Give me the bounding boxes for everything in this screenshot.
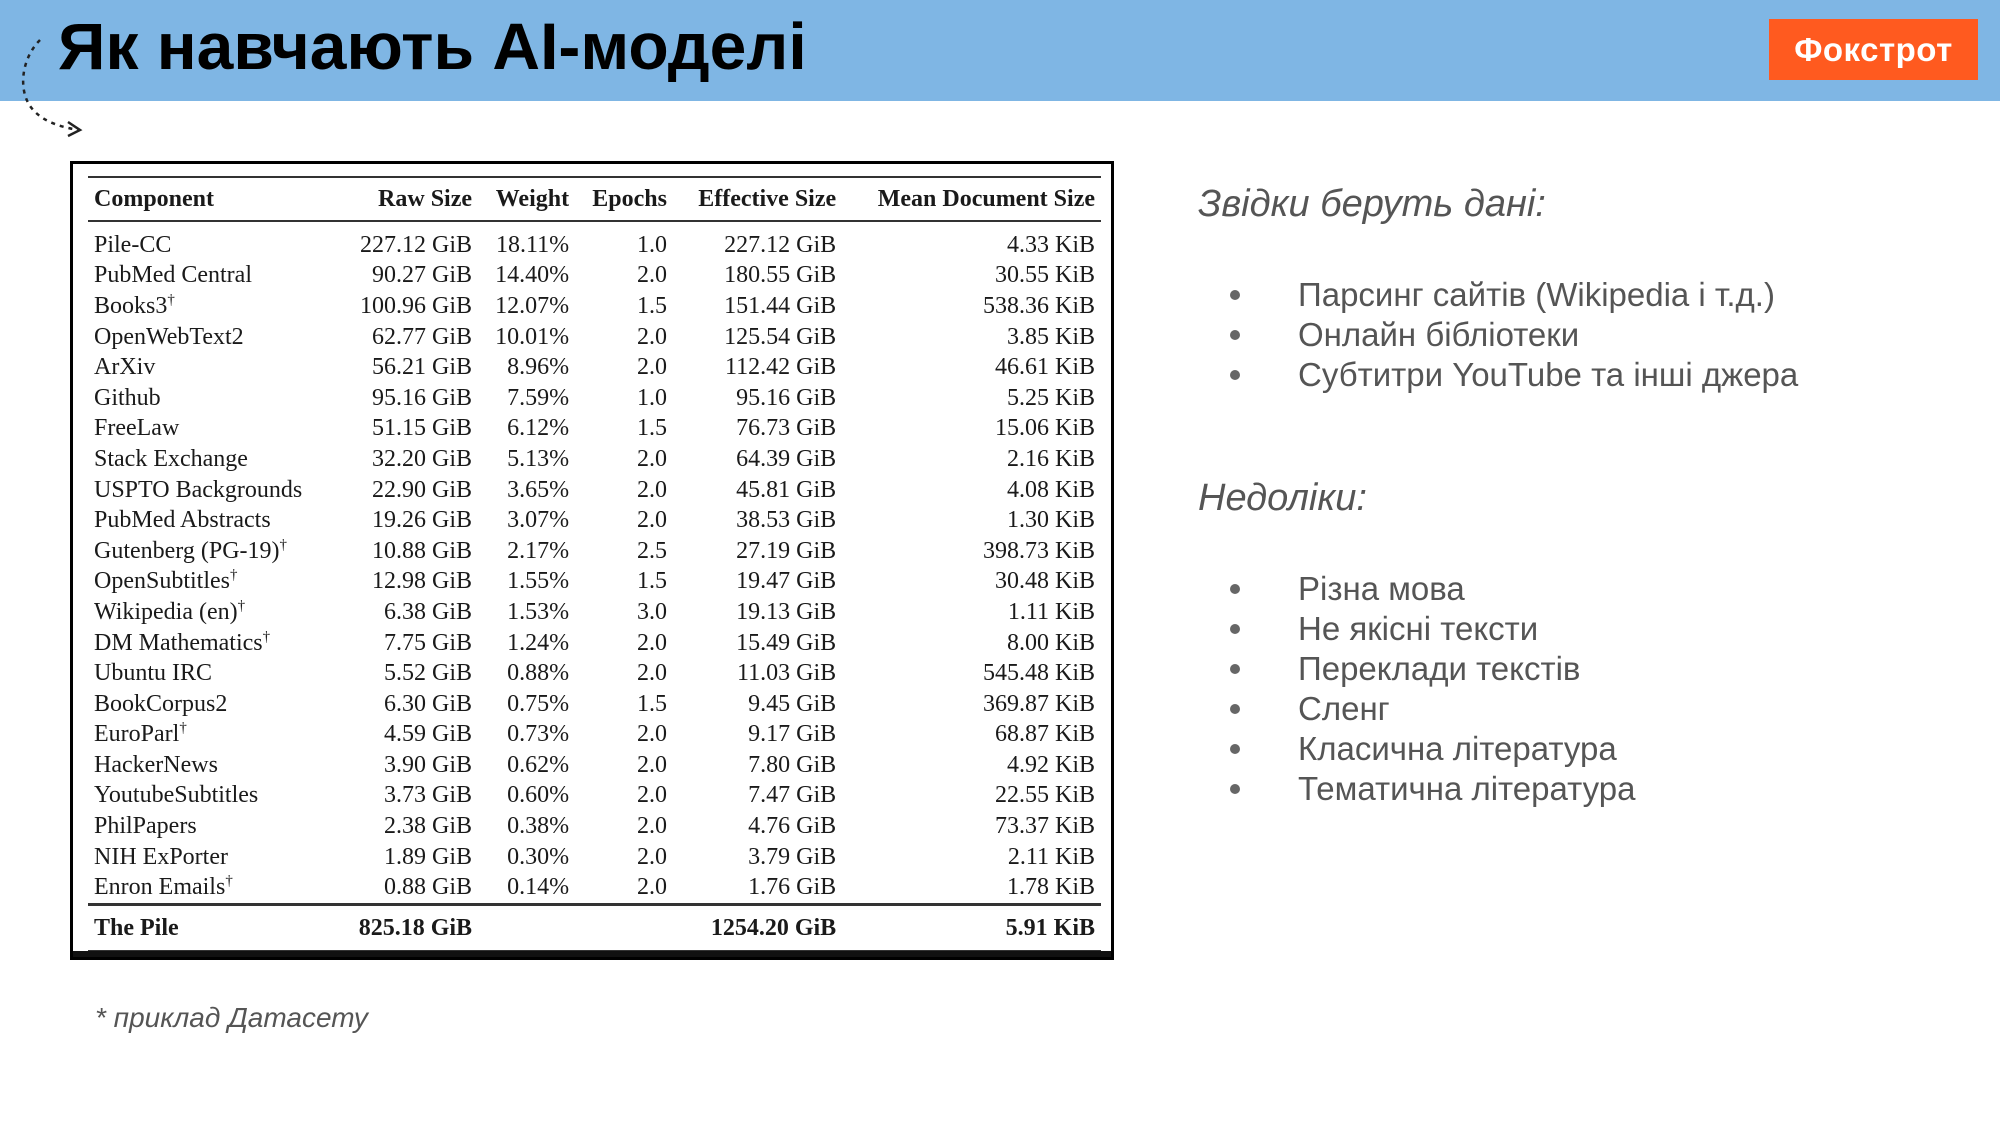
bullet-dot-icon bbox=[1230, 704, 1240, 714]
component-name bbox=[88, 383, 337, 414]
bullet-dot-icon bbox=[1230, 330, 1240, 340]
table-row bbox=[88, 842, 1101, 873]
component-name bbox=[88, 414, 337, 445]
brand-logo-text: Фокстрот bbox=[1794, 30, 1953, 68]
cell-epochs: 2.0 bbox=[636, 751, 667, 778]
cell-effective-size: 76.73 GiB bbox=[736, 415, 837, 442]
cell-weight: 0.73% bbox=[507, 721, 570, 748]
component-name-text: ArXiv bbox=[94, 354, 156, 381]
cell-mean-document-size: 3.85 KiB bbox=[1006, 323, 1095, 350]
cell-epochs: 2.0 bbox=[636, 445, 667, 472]
total-mean-document-size: 5.91 KiB bbox=[842, 905, 1101, 952]
component-name bbox=[88, 505, 337, 536]
cell-weight: 3.07% bbox=[507, 507, 570, 534]
dagger-mark: † bbox=[179, 720, 187, 737]
table-row bbox=[88, 291, 1101, 322]
bullet-item bbox=[1230, 689, 1635, 729]
footnote: * приклад Датасету bbox=[95, 1002, 368, 1033]
total-raw-size: 825.18 GiB bbox=[337, 905, 478, 952]
component-name bbox=[88, 811, 337, 842]
cell-weight: 1.24% bbox=[507, 629, 570, 656]
cell-epochs: 1.5 bbox=[636, 292, 667, 319]
bullet-dot-icon bbox=[1230, 290, 1240, 300]
bullet-dot-icon bbox=[1230, 584, 1240, 594]
component-name-text: DM Mathematics bbox=[94, 629, 263, 656]
cell-weight: 14.40% bbox=[495, 262, 570, 289]
cell-epochs: 2.0 bbox=[636, 813, 667, 840]
component-name-text: PubMed Central bbox=[94, 262, 252, 289]
cell-mean-document-size: 4.92 KiB bbox=[1006, 751, 1095, 778]
cell-raw-size: 32.20 GiB bbox=[372, 445, 473, 472]
bullet-dot-icon bbox=[1230, 624, 1240, 634]
table-row bbox=[88, 383, 1101, 414]
cell-mean-document-size: 538.36 KiB bbox=[982, 292, 1095, 319]
cell-mean-document-size: 1.11 KiB bbox=[1007, 598, 1095, 625]
cell-effective-size: 3.79 GiB bbox=[748, 843, 837, 870]
bullet-text: Класична література bbox=[1298, 730, 1617, 767]
cell-effective-size: 27.19 GiB bbox=[736, 537, 837, 564]
cell-raw-size: 1.89 GiB bbox=[384, 843, 473, 870]
sources-heading: Звідки беруть дані: bbox=[1198, 183, 1546, 225]
table-row bbox=[88, 781, 1101, 812]
cell-weight: 0.30% bbox=[507, 843, 570, 870]
cell-epochs: 1.0 bbox=[636, 384, 667, 411]
cell-raw-size: 3.90 GiB bbox=[384, 751, 473, 778]
cell-raw-size: 4.59 GiB bbox=[384, 721, 473, 748]
component-name bbox=[88, 352, 337, 383]
cell-epochs: 2.0 bbox=[636, 262, 667, 289]
total-weight bbox=[478, 905, 575, 952]
cell-raw-size: 10.88 GiB bbox=[372, 537, 473, 564]
component-name-text: PhilPapers bbox=[94, 813, 197, 840]
cell-effective-size: 180.55 GiB bbox=[724, 262, 837, 289]
table-row bbox=[88, 261, 1101, 292]
component-name bbox=[88, 658, 337, 689]
cell-effective-size: 38.53 GiB bbox=[736, 507, 837, 534]
cell-epochs: 1.5 bbox=[636, 568, 667, 595]
table-row bbox=[88, 444, 1101, 475]
component-name-text: OpenWebText2 bbox=[94, 323, 244, 350]
cell-epochs: 2.0 bbox=[636, 782, 667, 809]
cell-weight: 0.38% bbox=[507, 813, 570, 840]
cell-effective-size: 151.44 GiB bbox=[724, 292, 837, 319]
cell-effective-size: 9.17 GiB bbox=[748, 721, 837, 748]
bullet-dot-icon bbox=[1230, 744, 1240, 754]
cell-effective-size: 1.76 GiB bbox=[748, 874, 837, 901]
bullet-item bbox=[1230, 569, 1635, 609]
cell-weight: 2.17% bbox=[507, 537, 570, 564]
cell-epochs: 2.0 bbox=[636, 354, 667, 381]
drawbacks-list bbox=[1230, 569, 1635, 809]
bullet-item bbox=[1230, 275, 1798, 315]
component-name bbox=[88, 597, 337, 628]
cell-raw-size: 12.98 GiB bbox=[372, 568, 473, 595]
component-name bbox=[88, 291, 337, 322]
cell-mean-document-size: 30.48 KiB bbox=[994, 568, 1095, 595]
cell-weight: 0.88% bbox=[507, 660, 570, 687]
table-row bbox=[88, 567, 1101, 598]
cell-weight: 5.13% bbox=[507, 445, 570, 472]
bullet-item bbox=[1230, 609, 1635, 649]
cell-raw-size: 227.12 GiB bbox=[360, 231, 473, 258]
cell-mean-document-size: 4.33 KiB bbox=[1006, 231, 1095, 258]
cell-mean-document-size: 2.11 KiB bbox=[1007, 843, 1095, 870]
column-header-component: Component bbox=[88, 177, 337, 221]
cell-weight: 0.62% bbox=[507, 751, 570, 778]
cell-weight: 6.12% bbox=[507, 415, 570, 442]
cell-raw-size: 3.73 GiB bbox=[384, 782, 473, 809]
component-name bbox=[88, 475, 337, 506]
dataset-table-image bbox=[70, 161, 1114, 960]
bullet-text: Різна мова bbox=[1298, 570, 1465, 607]
cell-weight: 0.14% bbox=[507, 874, 570, 901]
component-name bbox=[88, 628, 337, 659]
component-name bbox=[88, 750, 337, 781]
brand-logo bbox=[1769, 19, 1978, 80]
dataset-table bbox=[88, 176, 1101, 953]
cell-mean-document-size: 46.61 KiB bbox=[994, 354, 1095, 381]
drawbacks-heading: Недоліки: bbox=[1198, 477, 1367, 519]
component-name-text: Pile-CC bbox=[94, 231, 172, 258]
cell-effective-size: 7.47 GiB bbox=[748, 782, 837, 809]
cell-raw-size: 2.38 GiB bbox=[384, 813, 473, 840]
cell-effective-size: 95.16 GiB bbox=[736, 384, 837, 411]
bullet-text: Не якісні тексти bbox=[1298, 610, 1539, 647]
cell-mean-document-size: 369.87 KiB bbox=[982, 690, 1095, 717]
column-header-mean-document-size: Mean Document Size bbox=[842, 177, 1101, 221]
dagger-mark: † bbox=[230, 567, 238, 584]
cell-raw-size: 100.96 GiB bbox=[360, 292, 473, 319]
cell-mean-document-size: 5.25 KiB bbox=[1006, 384, 1095, 411]
component-name bbox=[88, 221, 337, 261]
cell-raw-size: 0.88 GiB bbox=[384, 874, 473, 901]
bullet-text: Сленг bbox=[1298, 690, 1390, 727]
table-row bbox=[88, 322, 1101, 353]
cell-mean-document-size: 1.30 KiB bbox=[1006, 507, 1095, 534]
cell-mean-document-size: 15.06 KiB bbox=[994, 415, 1095, 442]
dagger-mark: † bbox=[237, 597, 246, 614]
bullet-dot-icon bbox=[1230, 370, 1240, 380]
component-name-text: USPTO Backgrounds bbox=[94, 476, 303, 503]
cell-raw-size: 6.38 GiB bbox=[384, 598, 473, 625]
dagger-mark: † bbox=[225, 873, 233, 890]
cell-effective-size: 19.47 GiB bbox=[736, 568, 837, 595]
table-row bbox=[88, 221, 1101, 261]
cell-weight: 18.11% bbox=[495, 231, 570, 258]
component-name bbox=[88, 842, 337, 873]
dagger-mark: † bbox=[279, 536, 288, 553]
cell-epochs: 1.5 bbox=[636, 415, 667, 442]
cell-mean-document-size: 545.48 KiB bbox=[982, 660, 1095, 687]
cell-effective-size: 112.42 GiB bbox=[725, 354, 837, 381]
cell-epochs: 2.0 bbox=[636, 323, 667, 350]
cell-epochs: 2.5 bbox=[636, 537, 667, 564]
cell-epochs: 2.0 bbox=[636, 874, 667, 901]
bullet-dot-icon bbox=[1230, 784, 1240, 794]
column-header-raw-size: Raw Size bbox=[337, 177, 478, 221]
table-row bbox=[88, 689, 1101, 720]
component-name bbox=[88, 781, 337, 812]
bullet-item bbox=[1230, 769, 1635, 809]
cell-weight: 12.07% bbox=[495, 292, 570, 319]
component-name-text: Enron Emails bbox=[94, 874, 226, 901]
bullet-item bbox=[1230, 315, 1798, 355]
cell-effective-size: 125.54 GiB bbox=[724, 323, 837, 350]
cell-weight: 3.65% bbox=[507, 476, 570, 503]
table-row bbox=[88, 811, 1101, 842]
cell-raw-size: 7.75 GiB bbox=[384, 629, 473, 656]
component-name bbox=[88, 720, 337, 751]
component-name bbox=[88, 689, 337, 720]
component-name-text: PubMed Abstracts bbox=[94, 507, 271, 534]
table-image-bottom-edge bbox=[73, 951, 1111, 957]
component-name-text: Stack Exchange bbox=[94, 445, 248, 472]
table-total-row bbox=[88, 905, 1101, 952]
cell-epochs: 2.0 bbox=[636, 843, 667, 870]
cell-effective-size: 227.12 GiB bbox=[724, 231, 837, 258]
component-name-text: Ubuntu IRC bbox=[94, 660, 213, 687]
cell-raw-size: 51.15 GiB bbox=[372, 415, 473, 442]
cell-effective-size: 4.76 GiB bbox=[748, 813, 837, 840]
table-row bbox=[88, 414, 1101, 445]
cell-raw-size: 5.52 GiB bbox=[384, 660, 473, 687]
cell-mean-document-size: 1.78 KiB bbox=[1006, 874, 1095, 901]
bullet-dot-icon bbox=[1230, 664, 1240, 674]
bullet-item bbox=[1230, 649, 1635, 689]
cell-epochs: 2.0 bbox=[636, 476, 667, 503]
table-row bbox=[88, 720, 1101, 751]
component-name bbox=[88, 261, 337, 292]
component-name-text: YoutubeSubtitles bbox=[94, 782, 259, 809]
cell-mean-document-size: 8.00 KiB bbox=[1006, 629, 1095, 656]
component-name bbox=[88, 536, 337, 567]
cell-epochs: 1.5 bbox=[636, 690, 667, 717]
curved-arrow-icon bbox=[18, 36, 88, 140]
component-name-text: Gutenberg (PG-19) bbox=[94, 537, 280, 564]
cell-effective-size: 15.49 GiB bbox=[736, 629, 837, 656]
cell-epochs: 1.0 bbox=[636, 231, 667, 258]
table-row bbox=[88, 658, 1101, 689]
dagger-mark: † bbox=[262, 628, 271, 645]
total-epochs bbox=[575, 905, 673, 952]
component-name-text: FreeLaw bbox=[94, 415, 180, 442]
total-name: The Pile bbox=[88, 905, 337, 952]
cell-weight: 0.60% bbox=[507, 782, 570, 809]
sources-list bbox=[1230, 275, 1798, 395]
component-name-text: Github bbox=[94, 384, 161, 411]
bullet-text: Переклади текстів bbox=[1298, 650, 1581, 687]
component-name-text: NIH ExPorter bbox=[94, 843, 228, 870]
bullet-text: Онлайн бібліотеки bbox=[1298, 316, 1580, 353]
component-name bbox=[88, 444, 337, 475]
cell-raw-size: 19.26 GiB bbox=[372, 507, 473, 534]
component-name-text: Books3 bbox=[94, 292, 168, 319]
table-row bbox=[88, 536, 1101, 567]
cell-effective-size: 7.80 GiB bbox=[748, 751, 837, 778]
cell-raw-size: 95.16 GiB bbox=[372, 384, 473, 411]
bullet-item bbox=[1230, 729, 1635, 769]
bullet-text: Субтитри YouTube та інші джера bbox=[1298, 356, 1799, 393]
table-row bbox=[88, 597, 1101, 628]
cell-epochs: 2.0 bbox=[636, 721, 667, 748]
cell-effective-size: 9.45 GiB bbox=[748, 690, 837, 717]
cell-mean-document-size: 68.87 KiB bbox=[994, 721, 1095, 748]
table-row bbox=[88, 628, 1101, 659]
column-header-effective-size: Effective Size bbox=[673, 177, 842, 221]
component-name-text: OpenSubtitles bbox=[94, 568, 230, 595]
cell-weight: 1.53% bbox=[507, 598, 570, 625]
cell-epochs: 2.0 bbox=[636, 629, 667, 656]
total-effective-size: 1254.20 GiB bbox=[673, 905, 842, 952]
cell-raw-size: 90.27 GiB bbox=[372, 262, 473, 289]
cell-raw-size: 6.30 GiB bbox=[384, 690, 473, 717]
table-row bbox=[88, 750, 1101, 781]
cell-weight: 0.75% bbox=[507, 690, 570, 717]
bullet-text: Парсинг сайтів (Wikipedia і т.д.) bbox=[1298, 276, 1775, 313]
bullet-text: Тематична література bbox=[1298, 770, 1636, 807]
cell-mean-document-size: 30.55 KiB bbox=[994, 262, 1095, 289]
cell-epochs: 2.0 bbox=[636, 507, 667, 534]
component-name-text: HackerNews bbox=[94, 751, 218, 778]
cell-weight: 7.59% bbox=[507, 384, 570, 411]
component-name bbox=[88, 322, 337, 353]
cell-weight: 8.96% bbox=[507, 354, 570, 381]
cell-effective-size: 11.03 GiB bbox=[737, 660, 837, 687]
table-header-row bbox=[88, 177, 1101, 221]
cell-mean-document-size: 22.55 KiB bbox=[994, 782, 1095, 809]
column-header-weight: Weight bbox=[478, 177, 575, 221]
cell-mean-document-size: 73.37 KiB bbox=[994, 813, 1095, 840]
cell-effective-size: 45.81 GiB bbox=[736, 476, 837, 503]
component-name-text: Wikipedia (en) bbox=[94, 598, 238, 625]
cell-weight: 10.01% bbox=[495, 323, 570, 350]
component-name-text: EuroParl bbox=[94, 721, 180, 748]
table-row bbox=[88, 872, 1101, 904]
table-row bbox=[88, 352, 1101, 383]
component-name-text: BookCorpus2 bbox=[94, 690, 228, 717]
cell-raw-size: 56.21 GiB bbox=[372, 354, 473, 381]
cell-effective-size: 19.13 GiB bbox=[736, 598, 837, 625]
slide-title: Як навчають AI-моделі bbox=[58, 9, 807, 83]
column-header-epochs: Epochs bbox=[575, 177, 673, 221]
cell-mean-document-size: 398.73 KiB bbox=[982, 537, 1095, 564]
bullet-item bbox=[1230, 355, 1798, 395]
cell-weight: 1.55% bbox=[507, 568, 570, 595]
cell-mean-document-size: 4.08 KiB bbox=[1006, 476, 1095, 503]
component-name bbox=[88, 872, 337, 904]
cell-effective-size: 64.39 GiB bbox=[736, 445, 837, 472]
table-row bbox=[88, 475, 1101, 506]
table-row bbox=[88, 505, 1101, 536]
component-name bbox=[88, 567, 337, 598]
cell-mean-document-size: 2.16 KiB bbox=[1006, 445, 1095, 472]
cell-epochs: 2.0 bbox=[636, 660, 667, 687]
cell-epochs: 3.0 bbox=[636, 598, 667, 625]
cell-raw-size: 62.77 GiB bbox=[372, 323, 473, 350]
cell-raw-size: 22.90 GiB bbox=[372, 476, 473, 503]
dagger-mark: † bbox=[167, 291, 175, 308]
